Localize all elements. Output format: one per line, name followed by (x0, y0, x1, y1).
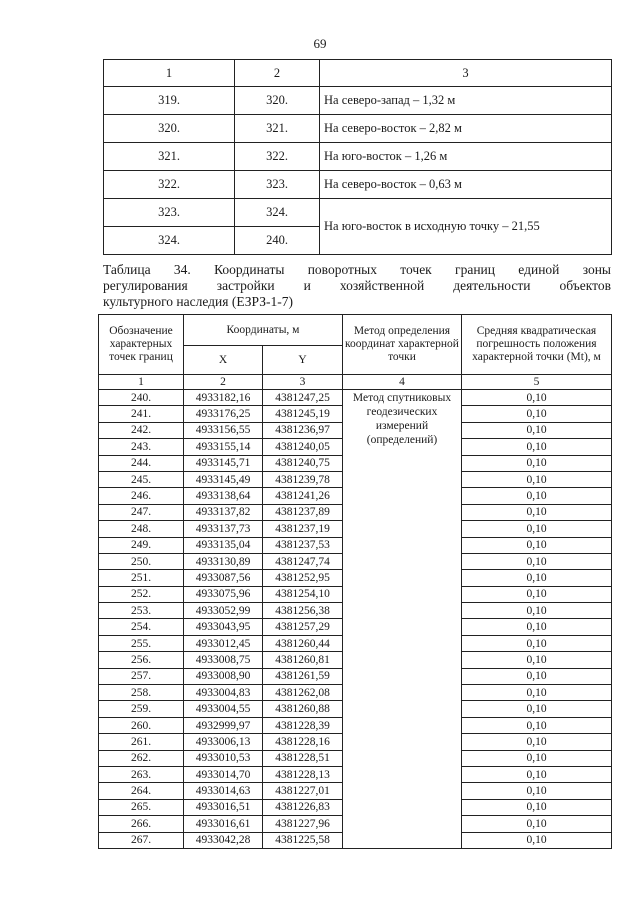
point-number: 246. (99, 488, 184, 504)
column-number-3: 3 (320, 60, 612, 87)
point-number: 251. (99, 570, 184, 586)
column-number: 1 (99, 375, 184, 390)
coord-x: 4932999,97 (184, 717, 263, 733)
error-value: 0,10 (462, 586, 612, 602)
point-number: 256. (99, 652, 184, 668)
coord-x: 4933182,16 (184, 390, 263, 406)
point-number: 243. (99, 439, 184, 455)
header-method: Метод определения координат характерной точки (343, 315, 462, 375)
table-row (104, 171, 612, 199)
direction-cell-merged: На юго-восток в исходную точку – 21,55 (320, 199, 612, 255)
coord-x: 4933130,89 (184, 553, 263, 569)
column-number: 2 (184, 375, 263, 390)
error-value: 0,10 (462, 832, 612, 848)
direction-cell: На северо-запад – 1,32 м (320, 87, 612, 115)
column-number-2: 2 (235, 60, 320, 87)
table-row (104, 87, 612, 115)
point-number: 241. (99, 406, 184, 422)
direction-cell: На юго-восток – 1,26 м (320, 143, 612, 171)
error-value: 0,10 (462, 422, 612, 438)
coord-x: 4933010,53 (184, 750, 263, 766)
coord-y: 4381261,59 (263, 668, 343, 684)
error-value: 0,10 (462, 603, 612, 619)
coord-y: 4381225,58 (263, 832, 343, 848)
coord-y: 4381260,44 (263, 635, 343, 651)
error-value: 0,10 (462, 390, 612, 406)
error-value: 0,10 (462, 816, 612, 832)
coord-x: 4933137,73 (184, 521, 263, 537)
to-point: 320. (235, 87, 320, 115)
error-value: 0,10 (462, 652, 612, 668)
direction-cell: На северо-восток – 0,63 м (320, 171, 612, 199)
point-number: 254. (99, 619, 184, 635)
table-header-row (99, 315, 612, 346)
coord-y: 4381239,78 (263, 471, 343, 487)
point-number: 267. (99, 832, 184, 848)
point-number: 258. (99, 685, 184, 701)
column-number: 5 (462, 375, 612, 390)
coord-y: 4381228,13 (263, 766, 343, 782)
from-point: 322. (104, 171, 235, 199)
coord-x: 4933075,96 (184, 586, 263, 602)
point-number: 253. (99, 603, 184, 619)
column-number-1: 1 (104, 60, 235, 87)
error-value: 0,10 (462, 455, 612, 471)
error-value: 0,10 (462, 717, 612, 733)
to-point: 240. (235, 227, 320, 255)
error-value: 0,10 (462, 537, 612, 553)
coord-x: 4933008,75 (184, 652, 263, 668)
from-point: 323. (104, 199, 235, 227)
caption-line: регулирования застройки и хозяйственной деятельности объектов (103, 278, 611, 293)
coord-y: 4381241,26 (263, 488, 343, 504)
coord-x: 4933087,56 (184, 570, 263, 586)
coord-x: 4933043,95 (184, 619, 263, 635)
coord-y: 4381260,81 (263, 652, 343, 668)
error-value: 0,10 (462, 635, 612, 651)
error-value: 0,10 (462, 504, 612, 520)
point-number: 245. (99, 471, 184, 487)
header-x: X (184, 346, 263, 375)
error-value: 0,10 (462, 488, 612, 504)
coord-x: 4933016,51 (184, 799, 263, 815)
error-value: 0,10 (462, 701, 612, 717)
from-point: 320. (104, 115, 235, 143)
table-row (104, 199, 612, 227)
coord-y: 4381256,38 (263, 603, 343, 619)
column-number: 3 (263, 375, 343, 390)
coord-y: 4381237,89 (263, 504, 343, 520)
direction-cell: На северо-восток – 2,82 м (320, 115, 612, 143)
boundary-directions-table (103, 59, 612, 255)
coord-x: 4933145,71 (184, 455, 263, 471)
point-number: 244. (99, 455, 184, 471)
header-y: Y (263, 346, 343, 375)
coord-y: 4381228,51 (263, 750, 343, 766)
error-value: 0,10 (462, 406, 612, 422)
error-value: 0,10 (462, 685, 612, 701)
point-number: 262. (99, 750, 184, 766)
to-point: 321. (235, 115, 320, 143)
coord-x: 4933156,55 (184, 422, 263, 438)
coord-y: 4381228,16 (263, 734, 343, 750)
point-number: 248. (99, 521, 184, 537)
error-value: 0,10 (462, 553, 612, 569)
method-cell: Метод спутниковых геодезических измерений (определений) (343, 390, 462, 849)
error-value: 0,10 (462, 783, 612, 799)
point-number: 259. (99, 701, 184, 717)
error-value: 0,10 (462, 799, 612, 815)
header-designation: Обозначение характерных точек границ (99, 315, 184, 375)
coord-x: 4933006,13 (184, 734, 263, 750)
coord-x: 4933052,99 (184, 603, 263, 619)
point-number: 242. (99, 422, 184, 438)
coord-y: 4381247,74 (263, 553, 343, 569)
from-point: 321. (104, 143, 235, 171)
coord-y: 4381236,97 (263, 422, 343, 438)
coord-y: 4381257,29 (263, 619, 343, 635)
table-row (104, 143, 612, 171)
coord-x: 4933042,28 (184, 832, 263, 848)
to-point: 323. (235, 171, 320, 199)
coordinates-table (98, 314, 612, 849)
error-value: 0,10 (462, 668, 612, 684)
coord-y: 4381237,53 (263, 537, 343, 553)
coord-x: 4933137,82 (184, 504, 263, 520)
column-number: 4 (343, 375, 462, 390)
point-number: 263. (99, 766, 184, 782)
error-value: 0,10 (462, 750, 612, 766)
coord-y: 4381260,88 (263, 701, 343, 717)
header-coordinates: Координаты, м (184, 315, 343, 346)
coord-y: 4381247,25 (263, 390, 343, 406)
point-number: 250. (99, 553, 184, 569)
to-point: 322. (235, 143, 320, 171)
coord-x: 4933014,70 (184, 766, 263, 782)
coord-y: 4381254,10 (263, 586, 343, 602)
point-number: 240. (99, 390, 184, 406)
table-row (104, 115, 612, 143)
coord-y: 4381240,05 (263, 439, 343, 455)
coord-y: 4381227,96 (263, 816, 343, 832)
header-error: Средняя квадратическая погрешность положения характерной точки (Mt), м (462, 315, 612, 375)
caption-line: Таблица 34. Координаты поворотных точек границ единой зоны (103, 262, 611, 277)
table-caption (103, 262, 611, 310)
caption-line: культурного наследия (ЕЗРЗ-1-7) (103, 294, 293, 309)
coord-x: 4933135,04 (184, 537, 263, 553)
coord-y: 4381227,01 (263, 783, 343, 799)
coord-x: 4933155,14 (184, 439, 263, 455)
coord-x: 4933014,63 (184, 783, 263, 799)
coord-y: 4381228,39 (263, 717, 343, 733)
coord-y: 4381226,83 (263, 799, 343, 815)
point-number: 252. (99, 586, 184, 602)
column-numbers-row (99, 375, 612, 390)
coord-x: 4933145,49 (184, 471, 263, 487)
point-number: 264. (99, 783, 184, 799)
coord-y: 4381262,08 (263, 685, 343, 701)
point-number: 255. (99, 635, 184, 651)
point-number: 261. (99, 734, 184, 750)
point-number: 265. (99, 799, 184, 815)
coord-y: 4381237,19 (263, 521, 343, 537)
error-value: 0,10 (462, 471, 612, 487)
point-number: 247. (99, 504, 184, 520)
coord-y: 4381252,95 (263, 570, 343, 586)
coord-x: 4933004,83 (184, 685, 263, 701)
from-point: 319. (104, 87, 235, 115)
coord-x: 4933012,45 (184, 635, 263, 651)
error-value: 0,10 (462, 439, 612, 455)
error-value: 0,10 (462, 521, 612, 537)
error-value: 0,10 (462, 734, 612, 750)
coord-y: 4381245,19 (263, 406, 343, 422)
from-point: 324. (104, 227, 235, 255)
error-value: 0,10 (462, 619, 612, 635)
error-value: 0,10 (462, 766, 612, 782)
coord-y: 4381240,75 (263, 455, 343, 471)
table-header-row (104, 60, 612, 87)
table-row (99, 390, 612, 406)
coord-x: 4933008,90 (184, 668, 263, 684)
to-point: 324. (235, 199, 320, 227)
coord-x: 4933004,55 (184, 701, 263, 717)
error-value: 0,10 (462, 570, 612, 586)
coord-x: 4933176,25 (184, 406, 263, 422)
point-number: 249. (99, 537, 184, 553)
point-number: 266. (99, 816, 184, 832)
coord-x: 4933138,64 (184, 488, 263, 504)
point-number: 260. (99, 717, 184, 733)
page-number: 69 (313, 36, 327, 51)
point-number: 257. (99, 668, 184, 684)
coord-x: 4933016,61 (184, 816, 263, 832)
